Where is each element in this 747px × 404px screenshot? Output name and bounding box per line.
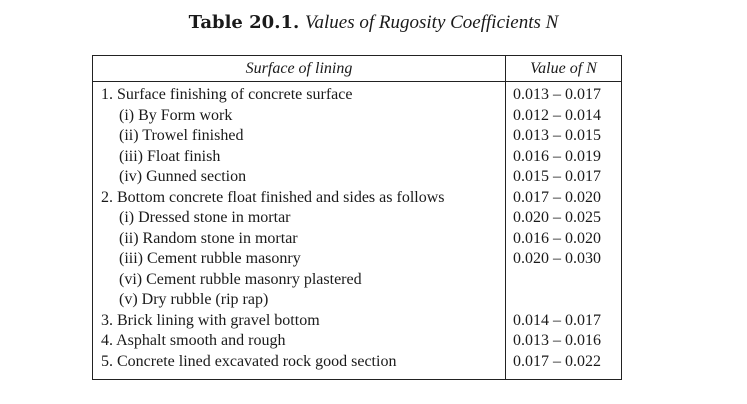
value-cell: 0.020 – 0.030: [513, 250, 601, 267]
surface-cell: (vi) Cement rubble masonry plastered: [119, 270, 362, 288]
value-cell: 0.017 – 0.022: [513, 352, 601, 370]
surface-cell: (iv) Gunned section: [119, 168, 247, 185]
table-row: [93, 352, 621, 373]
header-surface-of-lining: Surface of lining: [245, 60, 353, 77]
value-cell: 0.017 – 0.020: [513, 188, 601, 206]
value-cell: 0.014 – 0.017: [513, 311, 601, 329]
table-row: [93, 188, 621, 209]
table-row: [93, 290, 621, 311]
table-header-row: [93, 56, 621, 82]
header-value-of-n: Value of N: [530, 60, 597, 77]
value-cell: 0.016 – 0.019: [513, 147, 601, 165]
table-row: [93, 270, 621, 291]
table-row: [93, 331, 621, 352]
surface-cell: 1. Surface finishing of concrete surface: [101, 86, 353, 103]
table-row: [93, 249, 621, 270]
surface-cell: (v) Dry rubble (rip rap): [119, 291, 269, 308]
surface-cell: 4. Asphalt smooth and rough: [101, 332, 286, 349]
value-cell: 0.013 – 0.017: [513, 86, 601, 103]
surface-cell: 2. Bottom concrete float finished and sides as follows: [101, 188, 445, 206]
value-cell: 0.020 – 0.025: [513, 209, 601, 226]
table-caption: [0, 10, 747, 36]
rugosity-table: [92, 55, 622, 380]
table-row: [93, 311, 621, 332]
table-number: Table 20.1.: [188, 12, 300, 33]
table-row: [93, 229, 621, 250]
table-row: [93, 147, 621, 168]
surface-cell: (ii) Trowel finished: [119, 127, 244, 144]
surface-cell: (i) By Form work: [119, 106, 233, 124]
value-cell: 0.015 – 0.017: [513, 168, 601, 185]
table-row: [93, 208, 621, 229]
value-cell: 0.016 – 0.020: [513, 229, 601, 247]
surface-cell: (iii) Float finish: [119, 147, 221, 165]
table-title: Values of Rugosity Coefficients N: [305, 12, 559, 33]
value-cell: 0.013 – 0.015: [513, 127, 601, 144]
surface-cell: (i) Dressed stone in mortar: [119, 209, 291, 226]
table-body: [93, 85, 621, 372]
value-cell: 0.013 – 0.016: [513, 332, 601, 349]
table-row: [93, 167, 621, 188]
surface-cell: (ii) Random stone in mortar: [119, 229, 298, 247]
table-row: [93, 126, 621, 147]
surface-cell: 5. Concrete lined excavated rock good section: [101, 352, 397, 370]
table-row: [93, 85, 621, 106]
table-row: [93, 106, 621, 127]
surface-cell: (iii) Cement rubble masonry: [119, 250, 301, 267]
surface-cell: 3. Brick lining with gravel bottom: [101, 311, 320, 329]
value-cell: 0.012 – 0.014: [513, 106, 601, 124]
